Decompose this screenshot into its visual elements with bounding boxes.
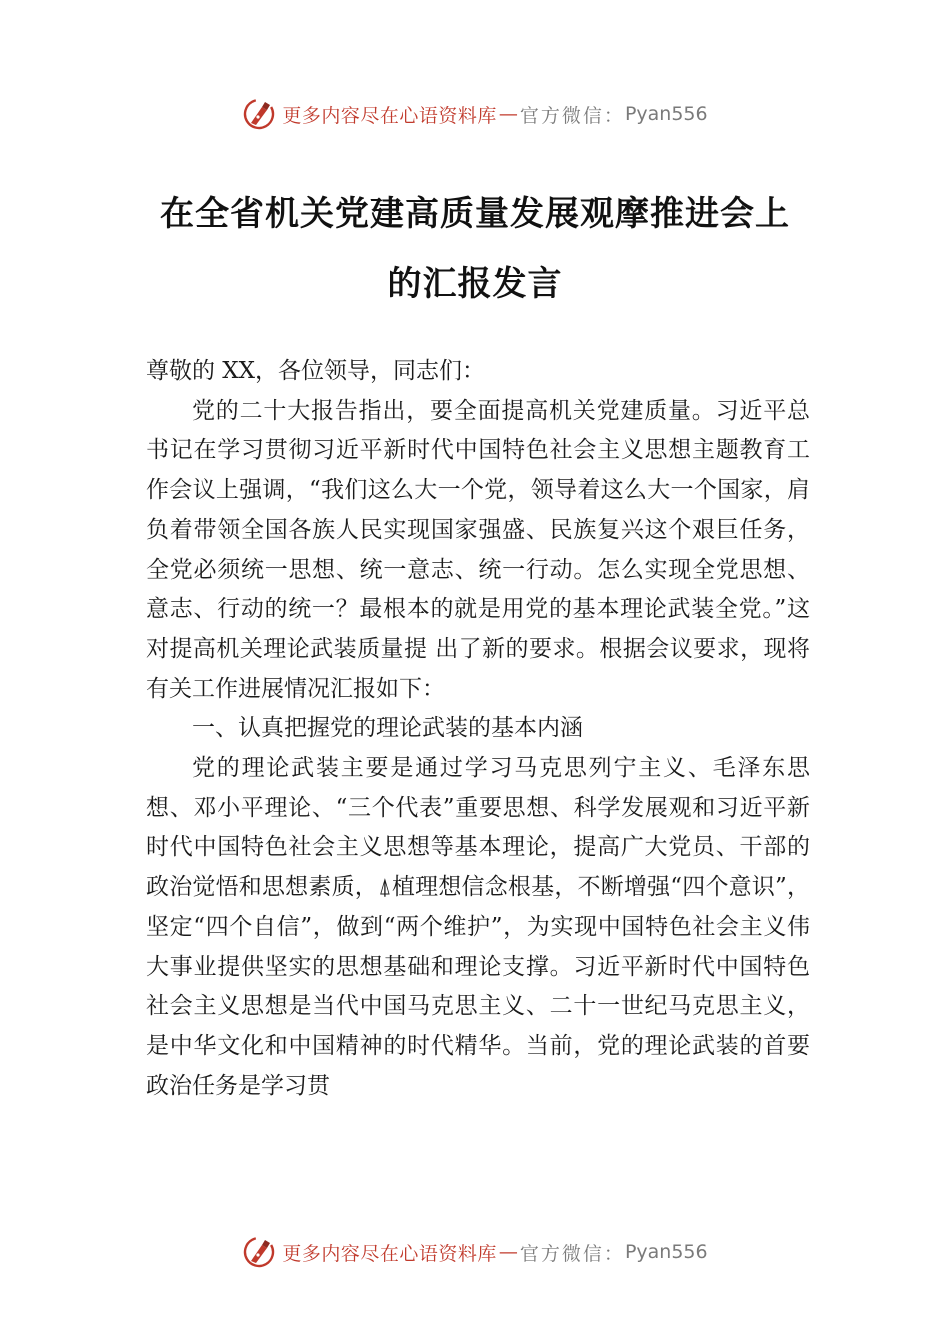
paragraph: 党的二十大报告指出，要全面提高机关党建质量。习近平总书记在学习贯彻习近平新时代中国特色社会主义思想主题教育工作会议上强调，“我们这么大一个党，领导着这么大一个国家，肩负着带领全国各族人民实现国家强盛、民族复兴这个艰巨任务，全党必须统一思想、统一意志、统一行动。怎么实现全党思想、意志、行动的统一？最根本的就是用党的基本理论武装全党。”这对提高机关理论武装质量提 出了新的要求。根据会议要求，现将有关工作进展情况汇报如下： [146,397,810,702]
paragraph: 党的理论武装主要是通过学习马克思列宁主义、毛泽东思想、邓小平理论、“三个代表”重要思想、科学发展观和习近平新时代中国特色社会主义思想等基本理论，提高广大党员、干部的政治觉悟和思想素质，⍋植理想信念根基，不断增强“四个意识”，坚定“四个自信”，做到“两个维护”，为实现中国特色社会主义伟大事业提供坚实的思想基础和理论支撑。习近平新时代中国特色社会主义思想是当代中国马克思主义、二十一世纪马克思主义，是中华文化和中国精神的时代精华。当前，党的理论武装的首要政治任务是学习贯 [146,755,810,1099]
document-title-line2: 的汇报发言 [387,264,563,304]
document-title-line1: 在全省机关党建高质量发展观摩推进会上 [160,194,790,234]
document-body [146,352,810,1106]
pen-nib-circle-icon [242,1235,276,1269]
watermark-dash: — [498,103,518,125]
watermark-wechat-label: 官方微信： [519,104,625,127]
watermark-text: 更多内容尽在心语资料库 [282,1242,497,1265]
salutation: 尊敬的 XX，各位领导，同志们： [146,358,486,384]
footer-watermark [0,1232,950,1272]
watermark-wechat-label: 官方微信： [519,1242,625,1265]
watermark-text: 更多内容尽在心语资料库 [282,104,497,127]
watermark-wechat-id: Pyan556 [624,1241,708,1263]
section-heading: 一、认真把握党的理论武装的基本内涵 [192,715,583,742]
pen-nib-circle-icon [242,97,276,131]
watermark-dash: — [498,1241,518,1263]
header-watermark [0,94,950,134]
watermark-wechat-id: Pyan556 [624,103,708,125]
